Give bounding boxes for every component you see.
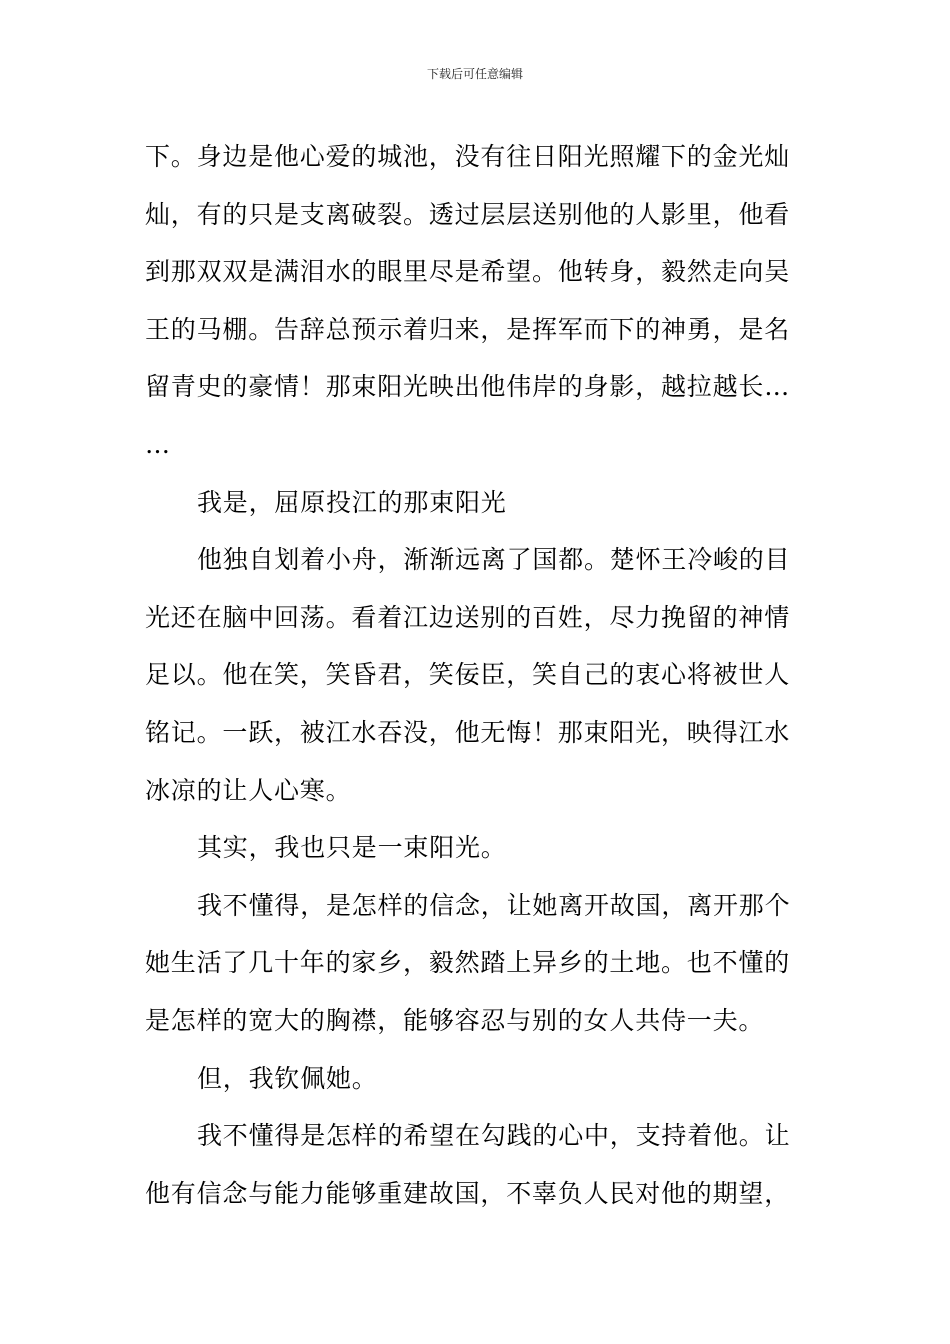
- text-line: 下。身边是他心爱的城池，没有往日阳光照耀下的金光灿: [145, 142, 791, 171]
- text-line: 足以。他在笑，笑昏君，笑佞臣，笑自己的衷心将被世人: [145, 660, 791, 690]
- text-line: 我是，屈原投江的那束阳光: [197, 487, 507, 517]
- text-line: 她生活了几十年的家乡，毅然踏上异乡的土地。也不懂的: [145, 948, 791, 978]
- text-line: 其实，我也只是一束阳光。: [197, 833, 507, 863]
- body-text: [145, 128, 807, 1222]
- text-line: 灿，有的只是支离破裂。透过层层送别他的人影里，他看: [145, 199, 791, 229]
- text-line: 他独自划着小舟，渐渐远离了国都。楚怀王冷峻的目: [197, 545, 791, 575]
- text-line: 他有信念与能力能够重建故国，不辜负人民对他的期望，: [145, 1178, 791, 1208]
- text-line: 但，我钦佩她。: [197, 1063, 378, 1093]
- text-line: 王的马棚。告辞总预示着归来，是挥军而下的神勇，是名: [145, 314, 791, 344]
- text-line: 到那双双是满泪水的眼里尽是希望。他转身，毅然走向吴: [145, 257, 791, 287]
- text-line: …: [145, 429, 171, 459]
- page-header: 下载后可任意编辑: [426, 67, 523, 81]
- text-line: 铭记。一跃，被江水吞没，他无悔！那束阳光，映得江水: [145, 717, 791, 747]
- text-line: 留青史的豪情！那束阳光映出他伟岸的身影，越拉越长…: [145, 372, 791, 402]
- text-line: 光还在脑中回荡。看着江边送别的百姓，尽力挽留的神情: [145, 602, 791, 632]
- text-line: 冰凉的让人心寒。: [145, 775, 352, 805]
- text-line: 是怎样的宽大的胸襟，能够容忍与别的女人共侍一夫。: [145, 1005, 765, 1035]
- text-line: 我不懂得，是怎样的信念，让她离开故国，离开那个: [197, 890, 791, 920]
- text-line: 我不懂得是怎样的希望在勾践的心中，支持着他。让: [197, 1121, 791, 1151]
